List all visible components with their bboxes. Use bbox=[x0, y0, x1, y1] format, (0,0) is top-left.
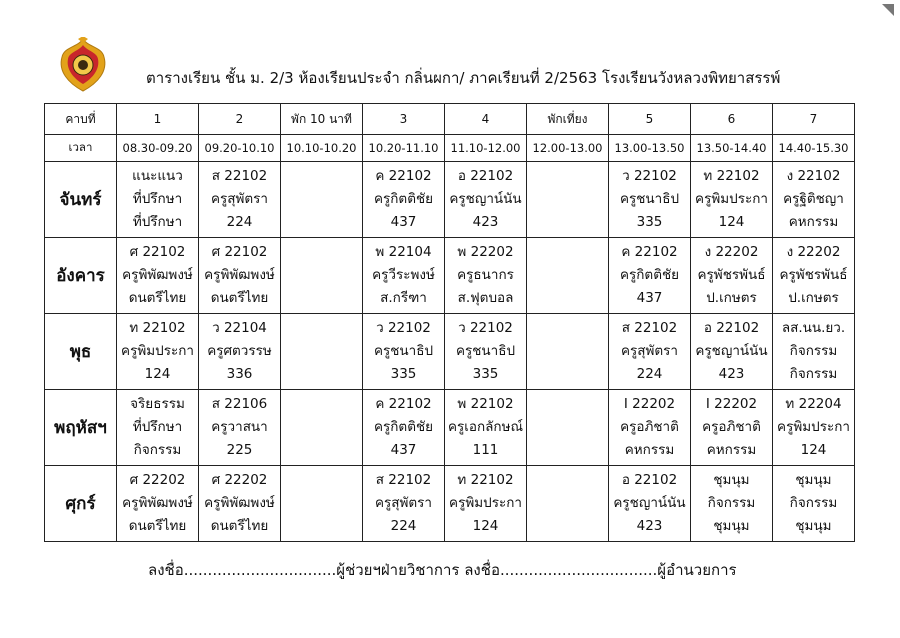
class-cell-line: ว 22102 bbox=[622, 168, 677, 184]
class-cell-line: 124 bbox=[718, 214, 745, 230]
class-cell bbox=[691, 390, 773, 466]
class-cell-line: ง 22202 bbox=[704, 244, 759, 260]
class-cell bbox=[445, 466, 527, 542]
class-cell bbox=[363, 314, 445, 390]
class-cell bbox=[281, 390, 363, 466]
class-cell bbox=[117, 238, 199, 314]
time-header-cell: 10.20-11.10 bbox=[363, 135, 445, 162]
time-header-cell: 10.10-10.20 bbox=[281, 135, 363, 162]
class-cell-line: ครูพิพัฒพงษ์ bbox=[204, 495, 275, 511]
class-cell bbox=[691, 314, 773, 390]
time-header-label: เวลา bbox=[45, 135, 117, 162]
class-cell-line: กิจกรรม bbox=[789, 343, 838, 359]
period-header-cell: พักเที่ยง bbox=[527, 104, 609, 135]
class-cell-line: ดนตรีไทย bbox=[128, 290, 187, 306]
class-cell bbox=[773, 314, 855, 390]
class-cell bbox=[281, 314, 363, 390]
class-cell bbox=[199, 314, 281, 390]
school-logo bbox=[58, 37, 108, 93]
class-cell-line: ว 22104 bbox=[212, 320, 267, 336]
class-cell bbox=[445, 238, 527, 314]
period-header-cell: 2 bbox=[199, 104, 281, 135]
class-cell bbox=[527, 466, 609, 542]
class-cell bbox=[609, 162, 691, 238]
header-row-times bbox=[45, 135, 855, 162]
header-row-periods bbox=[45, 104, 855, 135]
class-cell bbox=[281, 466, 363, 542]
class-cell-line: กิจกรรม bbox=[707, 495, 756, 511]
class-cell bbox=[691, 238, 773, 314]
class-cell bbox=[117, 314, 199, 390]
class-cell bbox=[773, 162, 855, 238]
class-cell-line: ครูธนากร bbox=[457, 267, 514, 283]
day-row bbox=[45, 238, 855, 314]
class-cell-line: ศ 22102 bbox=[211, 244, 268, 260]
page-title: ตารางเรียน ชั้น ม. 2/3 ห้องเรียนประจำ กลิ่นผกา/ ภาคเรียนที่ 2/2563 โรงเรียนวังหลวงพิทยาสรรพ์ bbox=[146, 69, 781, 87]
class-cell-line: ที่ปรึกษา bbox=[132, 214, 183, 230]
class-cell-line: ครูกิตติชัย bbox=[373, 191, 434, 207]
day-name: จันทร์ bbox=[45, 162, 117, 238]
class-cell-line: 224 bbox=[390, 518, 417, 534]
class-cell bbox=[117, 466, 199, 542]
class-cell bbox=[527, 314, 609, 390]
class-cell-line: แนะแนว bbox=[132, 168, 183, 184]
class-cell-line: 335 bbox=[390, 366, 417, 382]
class-cell-line: ลส.นน.ยว. bbox=[781, 320, 846, 336]
class-cell-line: กิจกรรม bbox=[789, 495, 838, 511]
class-cell bbox=[363, 390, 445, 466]
class-cell-line: ครูพิพัฒพงษ์ bbox=[204, 267, 275, 283]
class-cell bbox=[527, 390, 609, 466]
class-cell-line: กิจกรรม bbox=[789, 366, 838, 382]
class-cell bbox=[199, 162, 281, 238]
day-name: อังคาร bbox=[45, 238, 117, 314]
class-cell-line: กิจกรรม bbox=[133, 442, 182, 458]
period-header-cell: พัก 10 นาที bbox=[281, 104, 363, 135]
class-cell bbox=[363, 466, 445, 542]
class-cell bbox=[199, 466, 281, 542]
class-cell-line: ท 22102 bbox=[129, 320, 186, 336]
class-cell-line: ครูสุพัตรา bbox=[620, 343, 679, 359]
class-cell-line: I 22202 bbox=[623, 396, 676, 412]
class-cell bbox=[609, 390, 691, 466]
class-cell-line: ค 22102 bbox=[375, 396, 432, 412]
class-cell-line: พ 22202 bbox=[457, 244, 514, 260]
day-name: พฤหัสฯ bbox=[45, 390, 117, 466]
corner-arrow-icon bbox=[882, 4, 894, 16]
class-cell-line: ดนตรีไทย bbox=[128, 518, 187, 534]
class-cell-line: ท 22204 bbox=[785, 396, 842, 412]
period-header-label: คาบที่ bbox=[45, 104, 117, 135]
class-cell-line: I 22202 bbox=[705, 396, 758, 412]
period-header-cell: 5 bbox=[609, 104, 691, 135]
class-cell-line: 225 bbox=[226, 442, 253, 458]
class-cell-line: ที่ปรึกษา bbox=[132, 191, 183, 207]
class-cell-line: 336 bbox=[226, 366, 253, 382]
class-cell-line: 423 bbox=[636, 518, 663, 534]
class-cell-line: 335 bbox=[472, 366, 499, 382]
class-cell-line: ศ 22202 bbox=[211, 472, 268, 488]
class-cell-line: ว 22102 bbox=[458, 320, 513, 336]
class-cell bbox=[199, 390, 281, 466]
class-cell-line: ชุมนุม bbox=[795, 518, 832, 534]
class-cell-line: ครูสุพัตรา bbox=[374, 495, 433, 511]
class-cell bbox=[445, 162, 527, 238]
time-header-cell: 11.10-12.00 bbox=[445, 135, 527, 162]
class-cell-line: ว 22102 bbox=[376, 320, 431, 336]
class-cell-line: อ 22102 bbox=[703, 320, 760, 336]
class-cell-line: ครูพิมประกา bbox=[777, 419, 850, 435]
class-cell bbox=[199, 238, 281, 314]
class-cell-line: ส 22102 bbox=[375, 472, 432, 488]
day-row bbox=[45, 390, 855, 466]
class-cell-line: ท 22102 bbox=[703, 168, 760, 184]
class-cell-line: ครูชญาน์นัน bbox=[449, 191, 522, 207]
class-cell-line: คหกรรม bbox=[706, 442, 757, 458]
class-cell-line: 224 bbox=[636, 366, 663, 382]
class-cell-line: อ 22102 bbox=[621, 472, 678, 488]
class-cell-line: ครูอภิชาติ bbox=[620, 419, 679, 435]
class-cell-line: 224 bbox=[226, 214, 253, 230]
class-cell-line: ครูศตวรรษ bbox=[207, 343, 272, 359]
class-cell-line: 423 bbox=[718, 366, 745, 382]
class-cell-line: ครูพิมประกา bbox=[449, 495, 522, 511]
class-cell-line: 111 bbox=[472, 442, 499, 458]
class-cell bbox=[773, 466, 855, 542]
class-cell-line: ครูพัชรพันธ์ bbox=[697, 267, 766, 283]
class-cell-line: จริยธรรม bbox=[130, 396, 185, 412]
class-cell-line: ชุมนุม bbox=[713, 472, 750, 488]
class-cell-line: 423 bbox=[472, 214, 499, 230]
time-header-cell: 13.50-14.40 bbox=[691, 135, 773, 162]
class-cell-line: ครูกิตติชัย bbox=[619, 267, 680, 283]
class-cell-line: ครูสุพัตรา bbox=[210, 191, 269, 207]
class-cell bbox=[773, 390, 855, 466]
class-cell-line: 124 bbox=[472, 518, 499, 534]
class-cell bbox=[609, 466, 691, 542]
class-cell-line: ครูอภิชาติ bbox=[702, 419, 761, 435]
class-cell-line: 335 bbox=[636, 214, 663, 230]
class-cell-line: ครูชญาน์นัน bbox=[613, 495, 686, 511]
class-cell-line: ง 22202 bbox=[786, 244, 841, 260]
time-header-cell: 13.00-13.50 bbox=[609, 135, 691, 162]
class-cell-line: ครูเอกลักษณ์ bbox=[447, 419, 524, 435]
class-cell bbox=[527, 162, 609, 238]
day-row bbox=[45, 314, 855, 390]
class-cell bbox=[445, 314, 527, 390]
period-header-cell: 1 bbox=[117, 104, 199, 135]
class-cell-line: 437 bbox=[636, 290, 663, 306]
class-cell-line: ป.เกษตร bbox=[788, 290, 839, 306]
class-cell-line: 124 bbox=[144, 366, 171, 382]
day-name: พุธ bbox=[45, 314, 117, 390]
class-cell-line: คหกรรม bbox=[788, 214, 839, 230]
class-cell-line: ครูพัชรพันธ์ bbox=[779, 267, 848, 283]
class-cell-line: ชุมนุม bbox=[795, 472, 832, 488]
period-header-cell: 6 bbox=[691, 104, 773, 135]
class-cell bbox=[117, 390, 199, 466]
class-cell-line: 437 bbox=[390, 442, 417, 458]
class-cell-line: ศ 22102 bbox=[129, 244, 186, 260]
class-cell-line: ครูพิพัฒพงษ์ bbox=[122, 267, 193, 283]
class-cell-line: ครูวีระพงษ์ bbox=[372, 267, 435, 283]
period-header-cell: 4 bbox=[445, 104, 527, 135]
day-name: ศุกร์ bbox=[45, 466, 117, 542]
class-cell bbox=[117, 162, 199, 238]
class-cell-line: พ 22104 bbox=[375, 244, 432, 260]
class-cell-line: ที่ปรึกษา bbox=[132, 419, 183, 435]
class-cell-line: ครูวาสนา bbox=[211, 419, 268, 435]
class-cell bbox=[691, 466, 773, 542]
class-cell bbox=[609, 314, 691, 390]
time-header-cell: 08.30-09.20 bbox=[117, 135, 199, 162]
class-cell bbox=[363, 238, 445, 314]
class-cell-line: คหกรรม bbox=[624, 442, 675, 458]
time-header-cell: 14.40-15.30 bbox=[773, 135, 855, 162]
class-cell-line: ค 22102 bbox=[375, 168, 432, 184]
class-cell-line: ครูพิมประกา bbox=[695, 191, 768, 207]
class-cell-line: พ 22102 bbox=[457, 396, 514, 412]
class-cell-line: ครูชญาน์นัน bbox=[695, 343, 768, 359]
class-cell-line: ค 22102 bbox=[621, 244, 678, 260]
class-cell bbox=[281, 162, 363, 238]
time-header-cell: 09.20-10.10 bbox=[199, 135, 281, 162]
signature-line: ลงชื่อ................................ผู้ช่วยฯฝ่ายวิชาการ ลงชื่อ.................................ผู้อำนวยการ bbox=[148, 561, 737, 579]
class-cell-line: ครูฐิติชญา bbox=[783, 191, 844, 207]
class-cell-line: ครูชนาธิป bbox=[619, 191, 680, 207]
timetable bbox=[44, 103, 855, 542]
class-cell-line: ครูกิตติชัย bbox=[373, 419, 434, 435]
class-cell-line: ส.กรีฑา bbox=[380, 290, 427, 306]
period-header-cell: 3 bbox=[363, 104, 445, 135]
class-cell-line: ส 22102 bbox=[621, 320, 678, 336]
class-cell bbox=[445, 390, 527, 466]
class-cell-line: ศ 22202 bbox=[129, 472, 186, 488]
class-cell-line: ส 22106 bbox=[211, 396, 268, 412]
day-row bbox=[45, 162, 855, 238]
class-cell-line: ดนตรีไทย bbox=[210, 518, 269, 534]
time-header-cell: 12.00-13.00 bbox=[527, 135, 609, 162]
class-cell bbox=[363, 162, 445, 238]
class-cell-line: ดนตรีไทย bbox=[210, 290, 269, 306]
class-cell-line: ส.ฟุตบอล bbox=[457, 290, 514, 306]
class-cell-line: ครูพิพัฒพงษ์ bbox=[122, 495, 193, 511]
class-cell-line: อ 22102 bbox=[457, 168, 514, 184]
class-cell-line: ครูชนาธิป bbox=[455, 343, 516, 359]
class-cell bbox=[691, 162, 773, 238]
class-cell bbox=[527, 238, 609, 314]
class-cell-line: 124 bbox=[800, 442, 827, 458]
class-cell-line: ส 22102 bbox=[211, 168, 268, 184]
class-cell-line: ท 22102 bbox=[457, 472, 514, 488]
class-cell-line: ชุมนุม bbox=[713, 518, 750, 534]
class-cell bbox=[281, 238, 363, 314]
class-cell-line: ง 22102 bbox=[786, 168, 841, 184]
class-cell bbox=[773, 238, 855, 314]
class-cell-line: ป.เกษตร bbox=[706, 290, 757, 306]
period-header-cell: 7 bbox=[773, 104, 855, 135]
class-cell-line: ครูพิมประกา bbox=[121, 343, 194, 359]
class-cell bbox=[609, 238, 691, 314]
class-cell-line: ครูชนาธิป bbox=[373, 343, 434, 359]
day-row bbox=[45, 466, 855, 542]
class-cell-line: 437 bbox=[390, 214, 417, 230]
